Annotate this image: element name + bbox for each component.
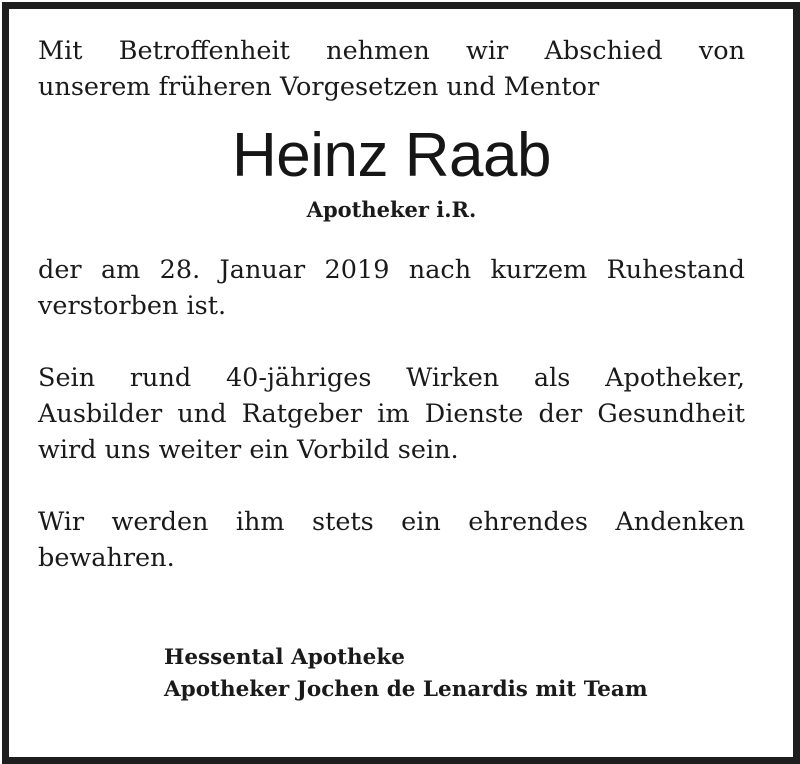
intro-paragraph bbox=[38, 33, 745, 105]
deceased-title: Apotheker i.R. bbox=[306, 197, 477, 222]
obituary-notice bbox=[38, 33, 745, 576]
death-paragraph bbox=[38, 252, 745, 324]
tribute-line-1: Sein rund 40-jähriges Wirken als Apotheker, bbox=[38, 363, 745, 393]
death-line-1: der am 28. Januar 2019 nach kurzem Ruhestand bbox=[38, 255, 745, 285]
tribute-line-3: wird uns weiter ein Vorbild sein. bbox=[38, 435, 459, 465]
signature-line-1: Hessental Apotheke bbox=[164, 645, 405, 670]
deceased-name: Heinz Raab bbox=[232, 121, 551, 190]
memory-paragraph bbox=[38, 504, 745, 576]
signature-line-2: Apotheker Jochen de Lenardis mit Team bbox=[164, 677, 648, 702]
signature-block bbox=[164, 642, 648, 706]
death-line-2: verstorben ist. bbox=[38, 291, 227, 321]
memory-line-2: bewahren. bbox=[38, 543, 175, 573]
tribute-paragraph bbox=[38, 360, 745, 468]
intro-line-2: unserem früheren Vorgesetzen und Mentor bbox=[38, 72, 600, 102]
memory-line-1: Wir werden ihm stets ein ehrendes Andenken bbox=[38, 507, 745, 537]
intro-line-1: Mit Betroffenheit nehmen wir Abschied von bbox=[38, 36, 745, 66]
tribute-line-2: Ausbilder und Ratgeber im Dienste der Gesundheit bbox=[38, 399, 745, 429]
